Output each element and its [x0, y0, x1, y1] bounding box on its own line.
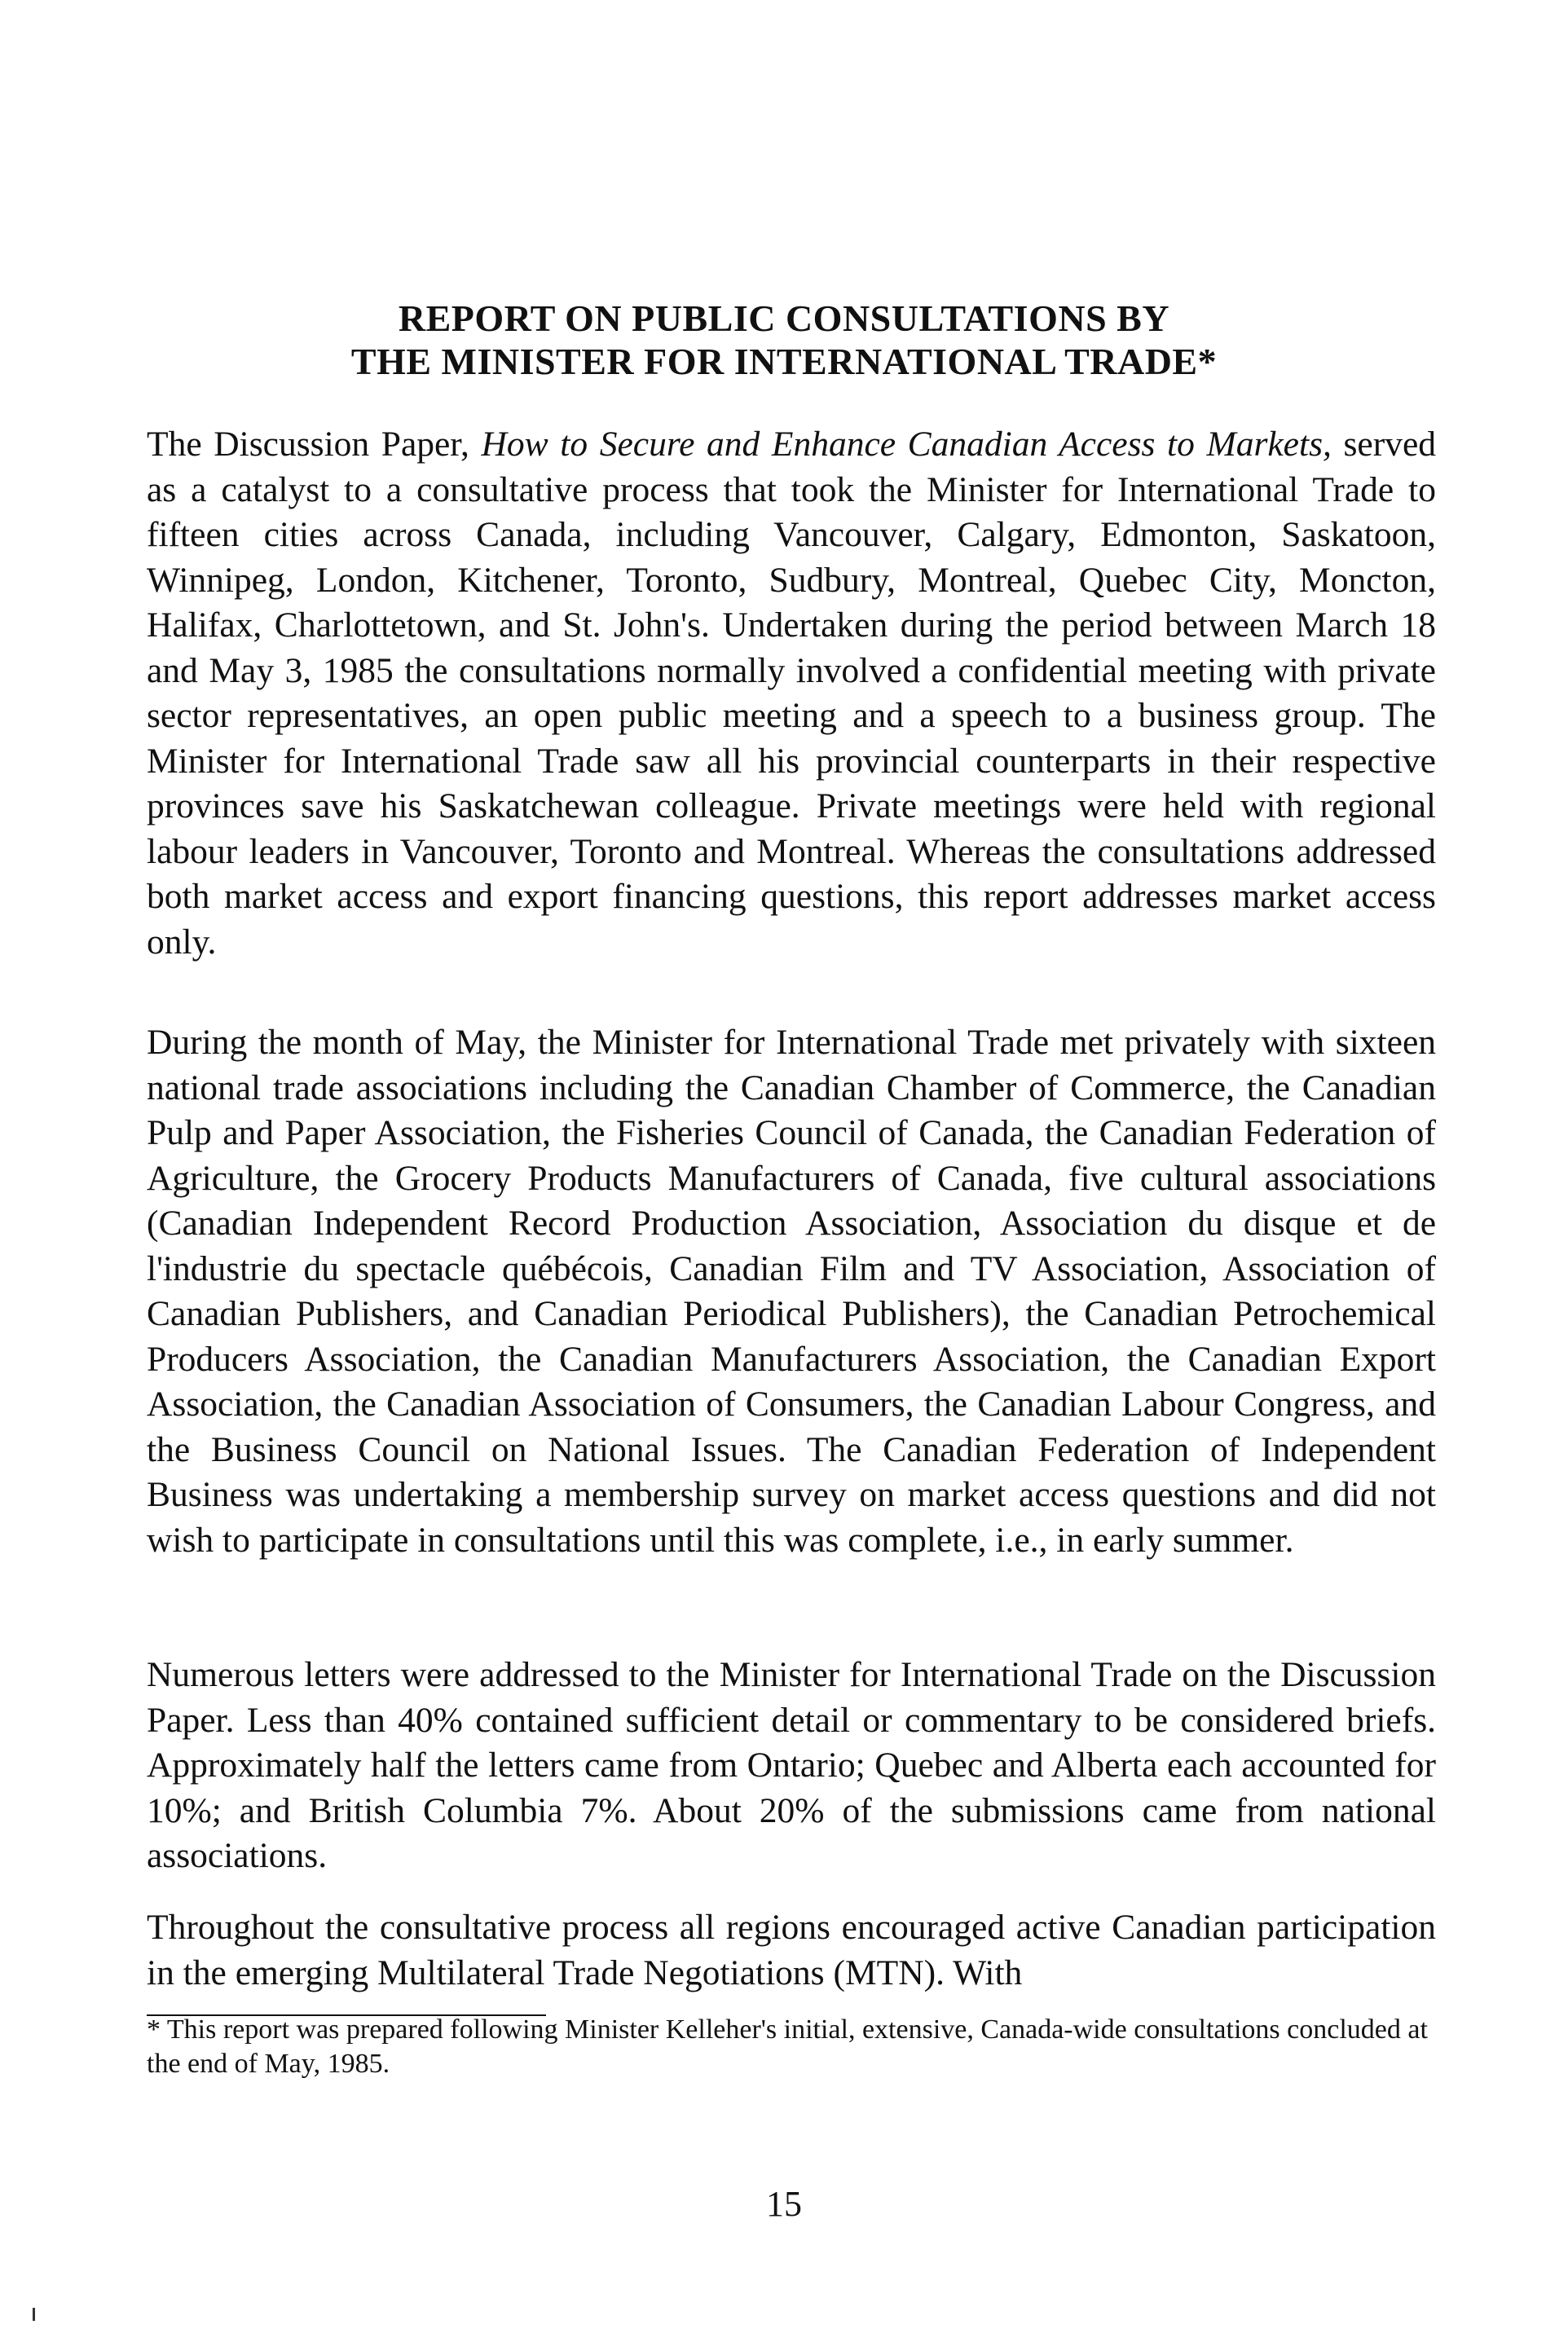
paragraph-national-associations: [147, 1020, 1436, 1563]
paragraph-text: Throughout the consultative process all regions encouraged active Canadian participation in the emerging Multilateral Trade Negotiations (MTN). With: [147, 1908, 1436, 1992]
paragraph-letters: [147, 1653, 1436, 1879]
discussion-paper-title: How to Secure and Enhance Canadian Access to Markets,: [481, 425, 1332, 464]
page-number: 15: [766, 2184, 802, 2224]
report-title-line-1: REPORT ON PUBLIC CONSULTATIONS BY: [398, 297, 1170, 339]
paragraph-lead-text: The Discussion Paper,: [147, 425, 482, 464]
paragraph-discussion-paper: [147, 422, 1436, 965]
report-title-line-2: THE MINISTER FOR INTERNATIONAL TRADE*: [350, 341, 1218, 382]
scan-artifact-mark: [33, 2308, 35, 2321]
paragraph-text: Numerous letters were addressed to the Minister for International Trade on the Discussion Paper. Less than 40% contained sufficient detail or commentary to be considered briefs. Approximately half the letters came from Ontario; Quebec and Alberta each accounted for 10%; and British Columbia 7%. About 20% of the submissions came from national associations.: [147, 1655, 1436, 1875]
paragraph-body-text: served as a catalyst to a consultative process that took the Minister for International Trade to fifteen cities across Canada, including Vancouver, Calgary, Edmonton, Saskatoon, Winnipeg, London, Kitchener, Toronto, Sudbury, Montreal, Quebec City, Moncton, Halifax, Charlottetown, and St. John's. Undertaken during the period between March 18 and May 3, 1985 the consultations normally involved a confidential meeting with private sector representatives, an open public meeting and a speech to a business group. The Minister for International Trade saw all his provincial counterparts in their respective provinces save his Saskatchewan colleague. Private meetings were held with regional labour leaders in Vancouver, Toronto and Montreal. Whereas the consultations addressed both market access and export financing questions, this report addresses market access only.: [147, 425, 1436, 962]
paragraph-text: During the month of May, the Minister for International Trade met privately with sixteen national trade associations including the Canadian Chamber of Commerce, the Canadian Pulp and Paper Association, the Fisheries Council of Canada, the Canadian Federation of Agriculture, the Grocery Products Manufacturers of Canada, five cultural associations (Canadian Independent Record Production Association, Association du disque et de l'industrie du spectacle québécois, Canadian Film and TV Association, Association of Canadian Publishers, and Canadian Periodical Publishers), the Canadian Petrochemical Producers Association, the Canadian Manufacturers Association, the Canadian Export Association, the Canadian Association of Consumers, the Canadian Labour Congress, and the Business Council on National Issues. The Canadian Federation of Independent Business was undertaking a membership survey on market access questions and did not wish to participate in consultations until this was complete, i.e., in early summer.: [147, 1023, 1436, 1560]
footnote: * This report was prepared following Minister Kelleher's initial, extensive, Canada-wide consultations concluded at the end of May, 1985.: [147, 2014, 1428, 2079]
paragraph-mtn: [147, 1905, 1436, 1996]
